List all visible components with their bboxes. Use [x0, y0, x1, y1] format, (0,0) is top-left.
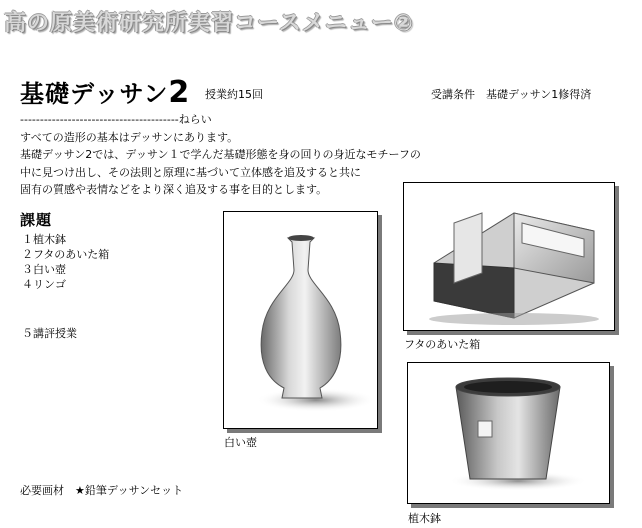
assignment-item: １植木鉢 — [22, 233, 66, 246]
aim-label: ----------------------------------------ねらい — [20, 113, 212, 126]
aim-line: 固有の質感や表情などをより深く追及する事を目的とします。 — [20, 183, 328, 196]
box-drawing — [403, 182, 615, 331]
session-count: 授業約15回 — [205, 88, 263, 101]
aim-section — [20, 111, 421, 199]
aim-line: すべての造形の基本はデッサンにあります。 — [20, 130, 239, 144]
assignment-list — [22, 232, 109, 292]
course-title-text: 基礎デッサン — [20, 80, 169, 108]
vase-caption: 白い壺 — [224, 436, 257, 449]
assignment-item: ３白い壺 — [22, 263, 66, 276]
course-title-number: 2 — [168, 75, 191, 110]
pot-drawing — [407, 362, 610, 504]
assignments-heading: 課題 — [20, 211, 53, 229]
vase-drawing — [223, 211, 378, 429]
course-title — [20, 74, 190, 110]
pot-caption: 植木鉢 — [408, 512, 441, 525]
review-session: ５講評授業 — [22, 327, 77, 340]
required-materials: 必要画材 ★鉛筆デッサンセット — [20, 484, 184, 497]
assignment-item: ２フタのあいた箱 — [22, 248, 110, 261]
aim-line: 基礎デッサン2では、デッサン１で学んだ基礎形態を身の回りの身近なモチーフの — [20, 148, 421, 161]
aim-line: 中に見つけ出し、その法則と原理に基づいて立体感を追及すると共に — [20, 165, 361, 179]
enrollment-requirement: 受講条件 基礎デッサン1修得済 — [431, 88, 592, 101]
page-banner: 高の原美術研究所実習コースメニュー② — [4, 11, 414, 36]
box-caption: フタのあいた箱 — [404, 338, 481, 351]
assignment-item: ４リンゴ — [22, 278, 66, 291]
